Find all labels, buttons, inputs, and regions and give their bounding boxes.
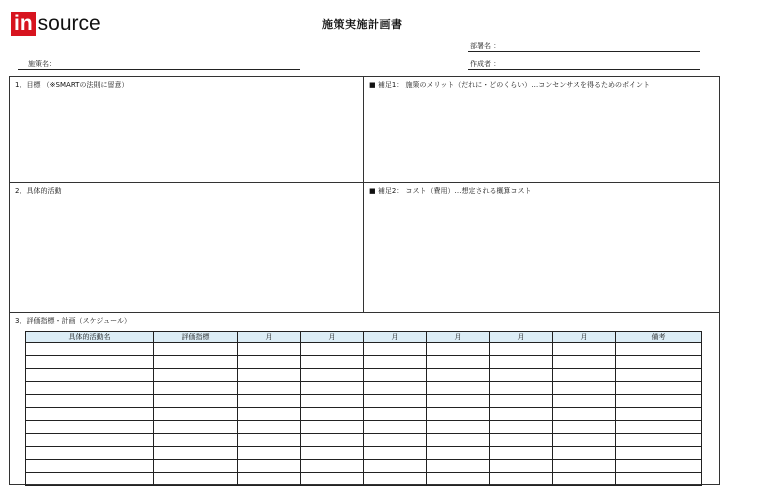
policy-name-label: 施策名： <box>28 60 56 68</box>
schedule-table <box>25 331 702 486</box>
table-cell[interactable] <box>238 434 301 447</box>
table-cell[interactable] <box>427 421 490 434</box>
header-evaluation-index: 評価指標 <box>154 332 238 343</box>
table-cell[interactable] <box>490 382 553 395</box>
supplement2-section-label: ■ 補足2： コスト（費用）…想定される概算コスト <box>369 187 532 195</box>
table-cell[interactable] <box>490 369 553 382</box>
table-cell[interactable] <box>154 356 238 369</box>
table-row <box>26 434 702 447</box>
table-cell[interactable] <box>490 460 553 473</box>
table-cell[interactable] <box>154 421 238 434</box>
table-cell[interactable] <box>490 447 553 460</box>
table-cell[interactable] <box>427 356 490 369</box>
table-cell[interactable] <box>26 343 154 356</box>
table-cell[interactable] <box>553 434 616 447</box>
table-row <box>26 421 702 434</box>
activity-input-area[interactable] <box>10 198 362 311</box>
author-label: 作成者 ： <box>470 60 501 68</box>
table-cell[interactable] <box>490 395 553 408</box>
table-cell[interactable] <box>616 343 702 356</box>
table-cell[interactable] <box>238 382 301 395</box>
table-cell[interactable] <box>364 434 427 447</box>
table-cell[interactable] <box>490 408 553 421</box>
table-cell[interactable] <box>427 460 490 473</box>
header-activity-name: 具体的活動名 <box>26 332 154 343</box>
table-row <box>26 473 702 486</box>
goal-input-area[interactable] <box>10 92 362 181</box>
table-cell[interactable] <box>427 434 490 447</box>
goal-section-label: 1．目標 （※SMARTの法則に留意） <box>15 81 129 89</box>
table-cell[interactable] <box>301 356 364 369</box>
policy-name-field[interactable] <box>18 69 300 70</box>
table-cell[interactable] <box>364 356 427 369</box>
table-cell[interactable] <box>616 369 702 382</box>
table-cell[interactable] <box>364 395 427 408</box>
table-cell[interactable] <box>301 408 364 421</box>
schedule-header-row <box>26 332 702 343</box>
table-cell[interactable] <box>364 447 427 460</box>
department-field[interactable] <box>468 51 700 52</box>
table-cell[interactable] <box>301 447 364 460</box>
table-cell[interactable] <box>154 369 238 382</box>
table-cell[interactable] <box>238 408 301 421</box>
table-cell[interactable] <box>616 473 702 486</box>
table-cell[interactable] <box>616 395 702 408</box>
table-cell[interactable] <box>364 421 427 434</box>
table-cell[interactable] <box>364 369 427 382</box>
row-divider-1 <box>9 182 720 183</box>
table-cell[interactable] <box>154 343 238 356</box>
table-cell[interactable] <box>26 434 154 447</box>
table-cell[interactable] <box>490 343 553 356</box>
table-cell[interactable] <box>553 408 616 421</box>
table-cell[interactable] <box>553 343 616 356</box>
table-cell[interactable] <box>427 382 490 395</box>
table-cell[interactable] <box>154 408 238 421</box>
table-cell[interactable] <box>238 447 301 460</box>
table-row <box>26 408 702 421</box>
table-cell[interactable] <box>616 421 702 434</box>
table-row <box>26 343 702 356</box>
table-cell[interactable] <box>238 343 301 356</box>
table-cell[interactable] <box>26 408 154 421</box>
row-divider-2 <box>9 312 720 313</box>
table-cell[interactable] <box>553 395 616 408</box>
table-cell[interactable] <box>490 434 553 447</box>
table-cell[interactable] <box>154 434 238 447</box>
header-month-5: 月 <box>490 332 553 343</box>
table-cell[interactable] <box>616 434 702 447</box>
author-field[interactable] <box>468 69 700 70</box>
table-cell[interactable] <box>154 460 238 473</box>
table-cell[interactable] <box>238 473 301 486</box>
table-cell[interactable] <box>154 382 238 395</box>
table-cell[interactable] <box>238 369 301 382</box>
table-row <box>26 382 702 395</box>
table-cell[interactable] <box>427 343 490 356</box>
evaluation-section-label: 3．評価指標・計画（スケジュール） <box>15 317 132 325</box>
table-row <box>26 447 702 460</box>
table-cell[interactable] <box>364 343 427 356</box>
table-cell[interactable] <box>301 421 364 434</box>
supplement1-input-area[interactable] <box>364 92 719 181</box>
table-cell[interactable] <box>154 395 238 408</box>
table-cell[interactable] <box>26 395 154 408</box>
logo-wordmark: source <box>37 12 101 35</box>
table-cell[interactable] <box>427 447 490 460</box>
table-cell[interactable] <box>553 421 616 434</box>
table-cell[interactable] <box>553 473 616 486</box>
table-cell[interactable] <box>154 473 238 486</box>
table-cell[interactable] <box>490 356 553 369</box>
table-cell[interactable] <box>26 447 154 460</box>
header-month-3: 月 <box>364 332 427 343</box>
table-cell[interactable] <box>364 382 427 395</box>
document-title: 施策実施計画書 <box>322 18 403 31</box>
table-cell[interactable] <box>616 356 702 369</box>
table-cell[interactable] <box>553 460 616 473</box>
table-cell[interactable] <box>490 421 553 434</box>
insource-logo <box>11 12 101 36</box>
table-cell[interactable] <box>238 460 301 473</box>
table-cell[interactable] <box>301 460 364 473</box>
table-cell[interactable] <box>490 473 553 486</box>
table-cell[interactable] <box>427 408 490 421</box>
table-cell[interactable] <box>553 447 616 460</box>
table-cell[interactable] <box>154 447 238 460</box>
table-row <box>26 369 702 382</box>
supplement2-input-area[interactable] <box>364 198 719 311</box>
table-cell[interactable] <box>301 369 364 382</box>
table-cell[interactable] <box>238 356 301 369</box>
table-cell[interactable] <box>26 382 154 395</box>
table-cell[interactable] <box>238 395 301 408</box>
table-cell[interactable] <box>364 473 427 486</box>
header-month-4: 月 <box>427 332 490 343</box>
table-row <box>26 460 702 473</box>
table-cell[interactable] <box>364 408 427 421</box>
table-cell[interactable] <box>26 460 154 473</box>
table-cell[interactable] <box>26 473 154 486</box>
supplement1-section-label: ■ 補足1： 施策のメリット（だれに・どのくらい）…コンセンサスを得るためのポイント <box>369 81 650 89</box>
table-cell[interactable] <box>616 382 702 395</box>
table-cell[interactable] <box>616 447 702 460</box>
table-cell[interactable] <box>301 434 364 447</box>
table-cell[interactable] <box>301 343 364 356</box>
table-cell[interactable] <box>301 473 364 486</box>
table-cell[interactable] <box>616 408 702 421</box>
table-row <box>26 356 702 369</box>
table-cell[interactable] <box>238 421 301 434</box>
department-label: 部署名 ： <box>470 42 501 50</box>
header-month-6: 月 <box>553 332 616 343</box>
table-cell[interactable] <box>26 369 154 382</box>
table-cell[interactable] <box>427 395 490 408</box>
table-row <box>26 395 702 408</box>
table-cell[interactable] <box>26 356 154 369</box>
table-cell[interactable] <box>26 421 154 434</box>
activity-section-label: 2．具体的活動 <box>15 187 62 195</box>
table-cell[interactable] <box>364 460 427 473</box>
table-cell[interactable] <box>553 356 616 369</box>
table-cell[interactable] <box>616 460 702 473</box>
table-cell[interactable] <box>301 395 364 408</box>
logo-in-mark: in <box>11 12 36 36</box>
header-month-2: 月 <box>301 332 364 343</box>
table-cell[interactable] <box>553 369 616 382</box>
table-cell[interactable] <box>301 382 364 395</box>
table-cell[interactable] <box>427 369 490 382</box>
schedule-table-body <box>26 343 702 486</box>
header-month-1: 月 <box>238 332 301 343</box>
header-remarks: 備考 <box>616 332 702 343</box>
table-cell[interactable] <box>553 382 616 395</box>
table-cell[interactable] <box>427 473 490 486</box>
